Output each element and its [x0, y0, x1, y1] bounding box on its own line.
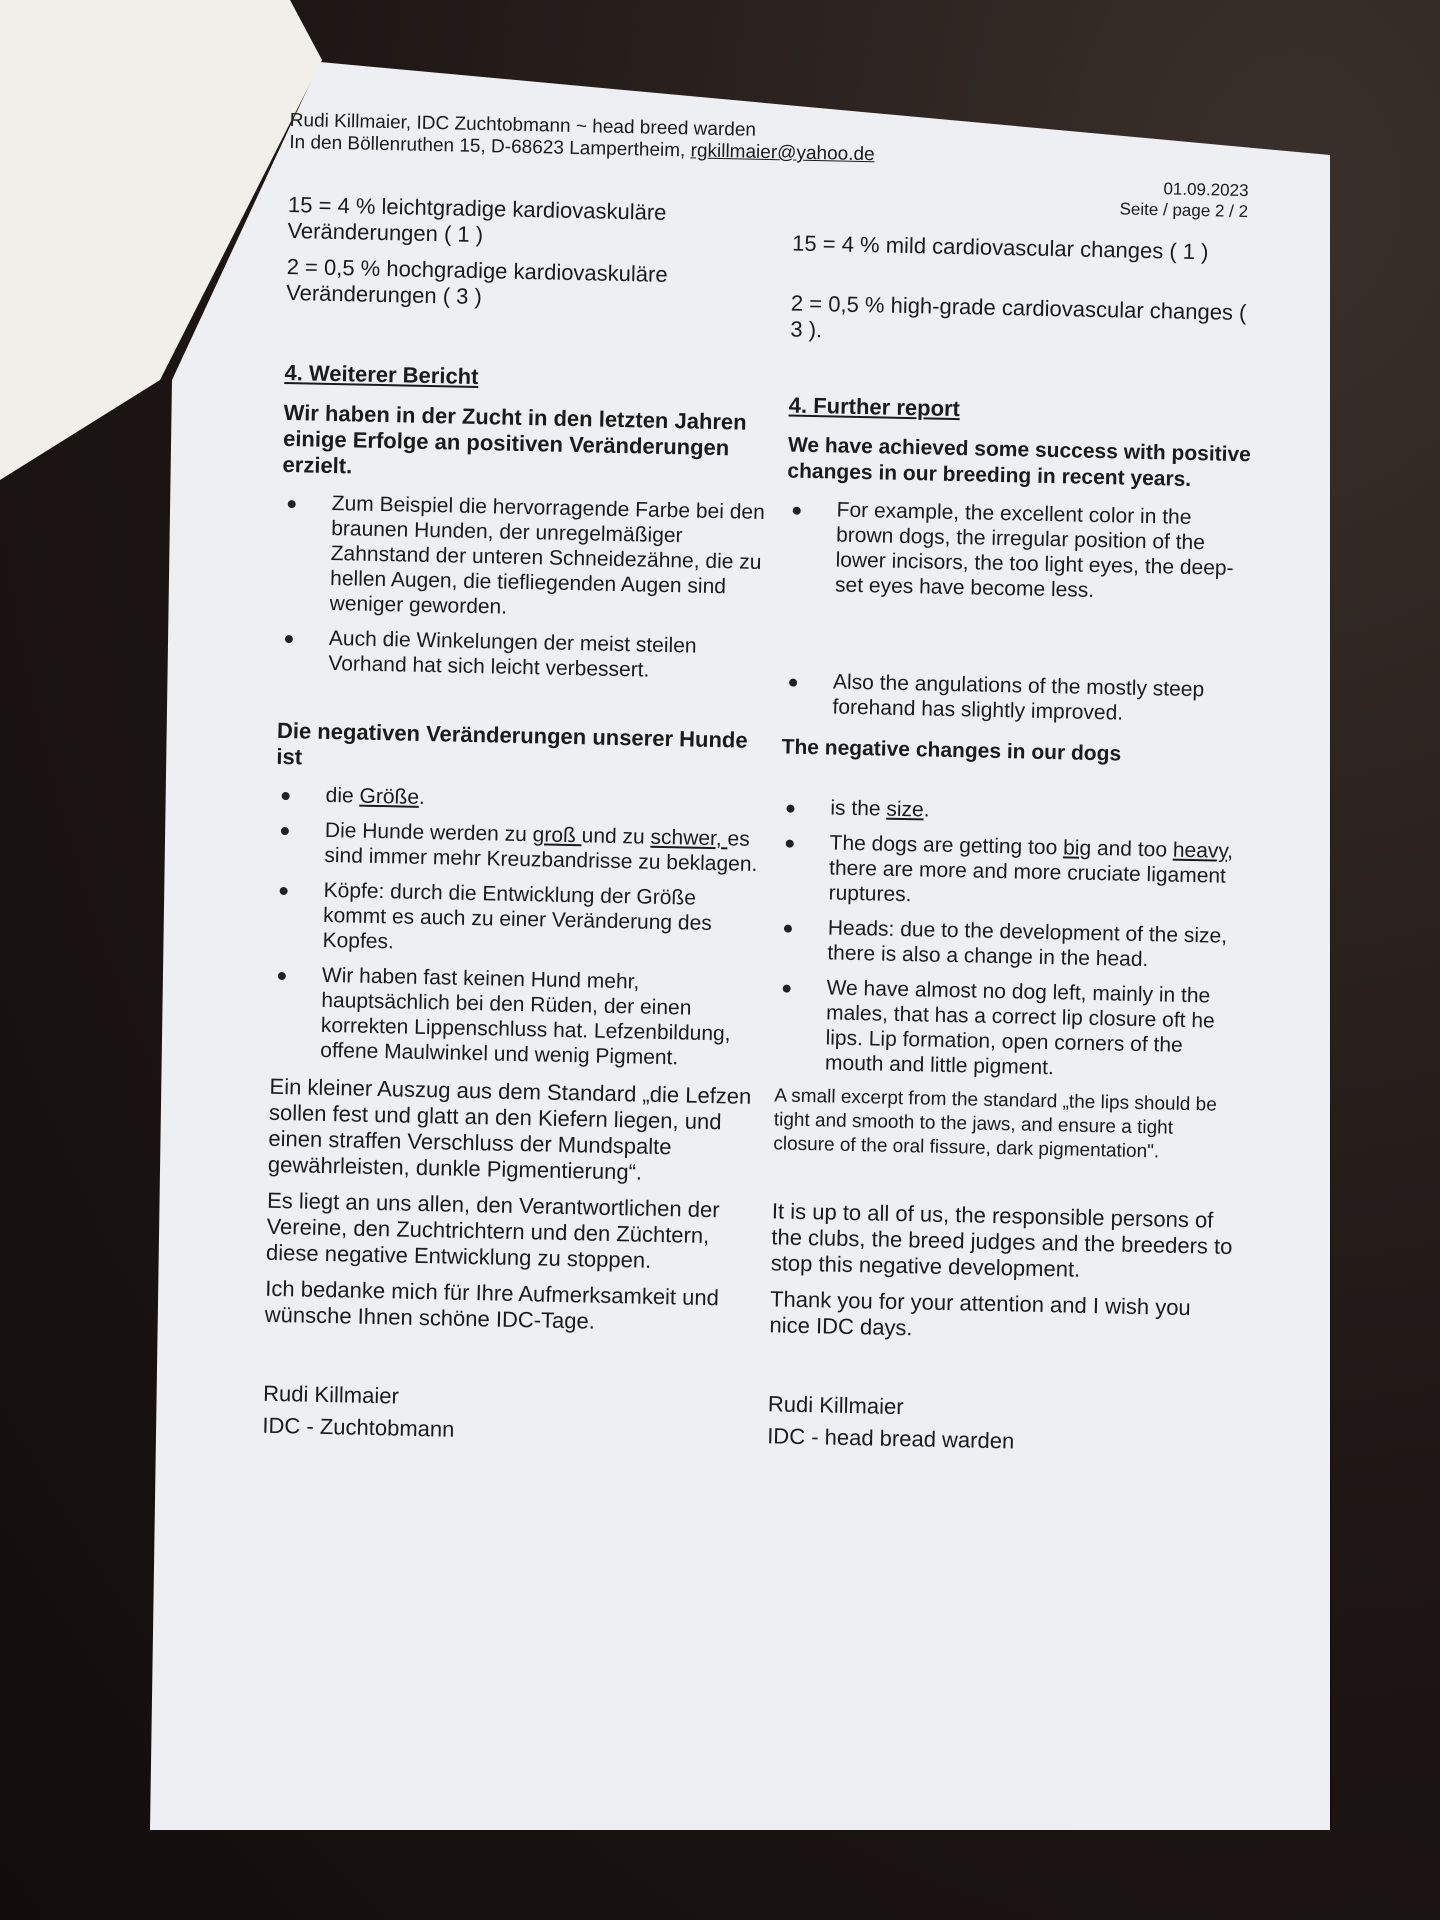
- list-item: [274, 817, 760, 877]
- bullet-icon: [793, 507, 801, 515]
- section4-heading-de: 4. Weiterer Bericht: [284, 359, 479, 390]
- punctuation: .: [923, 798, 930, 822]
- list-item: [785, 496, 1252, 606]
- negative-item-4-en: We have almost no dog left, mainly in the males, that has a correct lip closure oft he lips. Lip formation, open corners of the mouth and little pigment.: [824, 976, 1215, 1080]
- signature-row: [262, 1378, 1233, 1462]
- section4-german: [277, 360, 779, 728]
- list-item: [775, 974, 1242, 1084]
- header-address-text: In den Böllenruthen 15, D-68623 Lampertheim,: [289, 131, 691, 162]
- negative-english: [765, 728, 1247, 1094]
- positive-item-1-de: Zum Beispiel die hervorragende Farbe bei den braunen Hunden, der unregelmäßiger Zahnstand der unteren Schneidezähne, die zu hellen Augen, die tiefliegenden Augen sind weniger geworden.: [329, 491, 766, 619]
- positive-item-2-en: Also the angulations of the mostly steep forehand has slightly improved.: [832, 670, 1205, 725]
- signature-english: [757, 1388, 1233, 1462]
- underlined-word: Größe: [359, 784, 420, 809]
- document-content: [256, 110, 1260, 1770]
- negative-list-en: [775, 794, 1246, 1084]
- negative-item-2-en: The dogs are getting too: [829, 831, 1064, 860]
- underlined-word: groß: [532, 823, 582, 848]
- signature-name-en: Rudi Killmaier: [767, 1391, 904, 1420]
- negative-item-1-de: die: [325, 783, 360, 808]
- header-email-link[interactable]: rgkillmaier@yahoo.de: [690, 140, 875, 166]
- bullet-icon: [783, 985, 791, 993]
- negative-item-3-de: Köpfe: durch die Entwicklung der Größe kommt es auch zu einer Veränderung des Kopfes.: [322, 878, 713, 954]
- excerpt-german: [267, 1074, 764, 1198]
- positive-item-1-en: For example, the excellent color in the brown dogs, the irregular position of the lower incisors, the too light eyes, the deep-set eyes have become less.: [834, 498, 1234, 602]
- list-item: [778, 829, 1245, 914]
- negative-item-4-de: Wir haben fast keinen Hund mehr, hauptsächlich bei den Rüden, der einen korrekten Lippenschluss hat. Lefzenbildung, offene Maulwinkel und wenig Pigment.: [320, 963, 731, 1070]
- section4-row: [277, 360, 1254, 738]
- negative-item-1-en: is the: [830, 796, 887, 821]
- thanks-en: Thank you for your attention and I wish you nice IDC days.: [769, 1286, 1191, 1341]
- bullet-icon: [789, 679, 797, 687]
- list-item: [782, 668, 1248, 728]
- stat-high-de: 2 = 0,5 % hochgradige kardiovaskuläre Veränderungen ( 3 ): [285, 253, 668, 310]
- underlined-word: big: [1062, 836, 1092, 860]
- underlined-word: size: [886, 797, 925, 822]
- signature-title-de: IDC - Zuchtobmann: [262, 1412, 455, 1442]
- text-fragment: und zu: [581, 824, 651, 849]
- list-item: [777, 914, 1243, 974]
- excerpt-english: [762, 1084, 1239, 1208]
- section4-lead-en: We have achieved some success with positive changes in our breeding in recent years.: [787, 433, 1252, 491]
- section4-lead-de: Wir haben in der Zucht in den letzten Jahren einige Erfolge an positiven Veränderungen erzielt.: [282, 399, 747, 479]
- list-item: [279, 490, 766, 625]
- bullet-icon: [285, 635, 293, 643]
- appeal-en: It is up to all of us, the responsible persons of the clubs, the breed judges and the breeders to stop this negative development.: [770, 1198, 1233, 1282]
- stat-mild-de: 15 = 4 % leichtgradige kardiovaskuläre Veränderungen ( 1 ): [287, 191, 667, 248]
- list-item: [780, 794, 1246, 829]
- signature-name-de: Rudi Killmaier: [262, 1380, 400, 1409]
- negative-item-3-en: Heads: due to the development of the size, there is also a change in the head.: [827, 916, 1228, 972]
- thanks-de: Ich bedanke mich für Ihre Aufmerksamkeit und wünsche Ihnen schöne IDC-Tage.: [264, 1275, 720, 1334]
- excerpt-de: Ein kleiner Auszug aus dem Standard „die Lefzen sollen fest und glatt an den Kiefern liegen, und einen straffen Verschluss der Mundspalte gewährleisten, dunkle Pigmentierung“.: [267, 1073, 752, 1185]
- excerpt-en: A small excerpt from the standard „the lips should be tight and smooth to the jaws, and ensure a tight closure of the oral fissure, dark pigmentation".: [773, 1085, 1217, 1163]
- header-author: Rudi Killmaier, IDC Zuchtobmann ~ head breed warden: [289, 110, 757, 141]
- bullet-icon: [280, 887, 288, 895]
- appeal-german: [266, 1188, 763, 1286]
- header-page-number: Seite / page 2 / 2: [1119, 199, 1249, 222]
- stat-mild-en: 15 = 4 % mild cardiovascular changes ( 1 ): [791, 230, 1209, 265]
- header-date: 01.09.2023: [1163, 179, 1249, 201]
- bullet-icon: [786, 805, 794, 813]
- text-fragment: es sind immer mehr Kreuzbandrisse zu beklagen.: [324, 827, 758, 876]
- negative-list-de: [270, 782, 761, 1072]
- text-fragment: and too: [1090, 836, 1174, 862]
- stats-german: [285, 192, 783, 352]
- signature-title-en: IDC - head bread warden: [766, 1423, 1015, 1454]
- bullet-icon: [288, 500, 296, 508]
- positive-list-de: [278, 490, 767, 685]
- list-item: [270, 962, 757, 1072]
- section4-heading-en: 4. Further report: [788, 392, 961, 422]
- bullet-icon: [281, 827, 289, 835]
- stat-high-en: 2 = 0,5 % high-grade cardiovascular changes ( 3 ).: [790, 290, 1247, 343]
- appeal-english: [760, 1198, 1237, 1296]
- header-meta: [1119, 177, 1248, 222]
- negative-heading-en: The negative changes in our dogs: [781, 735, 1122, 766]
- thanks-english: [759, 1286, 1235, 1358]
- negative-german: [270, 718, 772, 1084]
- section4-english: [772, 370, 1255, 738]
- punctuation: .: [418, 785, 426, 809]
- appeal-de: Es liegt an uns allen, den Verantwortlichen der Vereine, den Zuchtrichtern und den Züchtern, diese negative Entwicklung zu stoppen.: [265, 1187, 720, 1273]
- positive-list-en: [782, 496, 1252, 728]
- negative-heading-de: Die negativen Veränderungen unserer Hunde ist: [276, 717, 748, 770]
- signature-german: [262, 1378, 758, 1452]
- list-item: [278, 625, 764, 685]
- stats-row: [285, 192, 1258, 362]
- bullet-icon: [786, 840, 794, 848]
- positive-item-2-de: Auch die Winkelungen der meist steilen Vorhand hat sich leicht verbessert.: [328, 626, 697, 682]
- bullet-icon: [784, 925, 792, 933]
- bullet-icon: [282, 792, 290, 800]
- negative-item-2-de: Die Hunde werden zu: [324, 818, 533, 847]
- excerpt-row: [267, 1074, 1239, 1208]
- negative-row: [270, 718, 1247, 1094]
- bullet-icon: [278, 972, 286, 980]
- underlined-word: heavy: [1172, 838, 1228, 863]
- thanks-german: [264, 1276, 760, 1348]
- underlined-word: schwer,: [650, 825, 728, 851]
- list-item: [275, 782, 760, 817]
- stats-english: [780, 202, 1258, 362]
- list-item: [272, 877, 758, 962]
- text-fragment: , there are more and more cruciate ligament ruptures.: [828, 839, 1234, 907]
